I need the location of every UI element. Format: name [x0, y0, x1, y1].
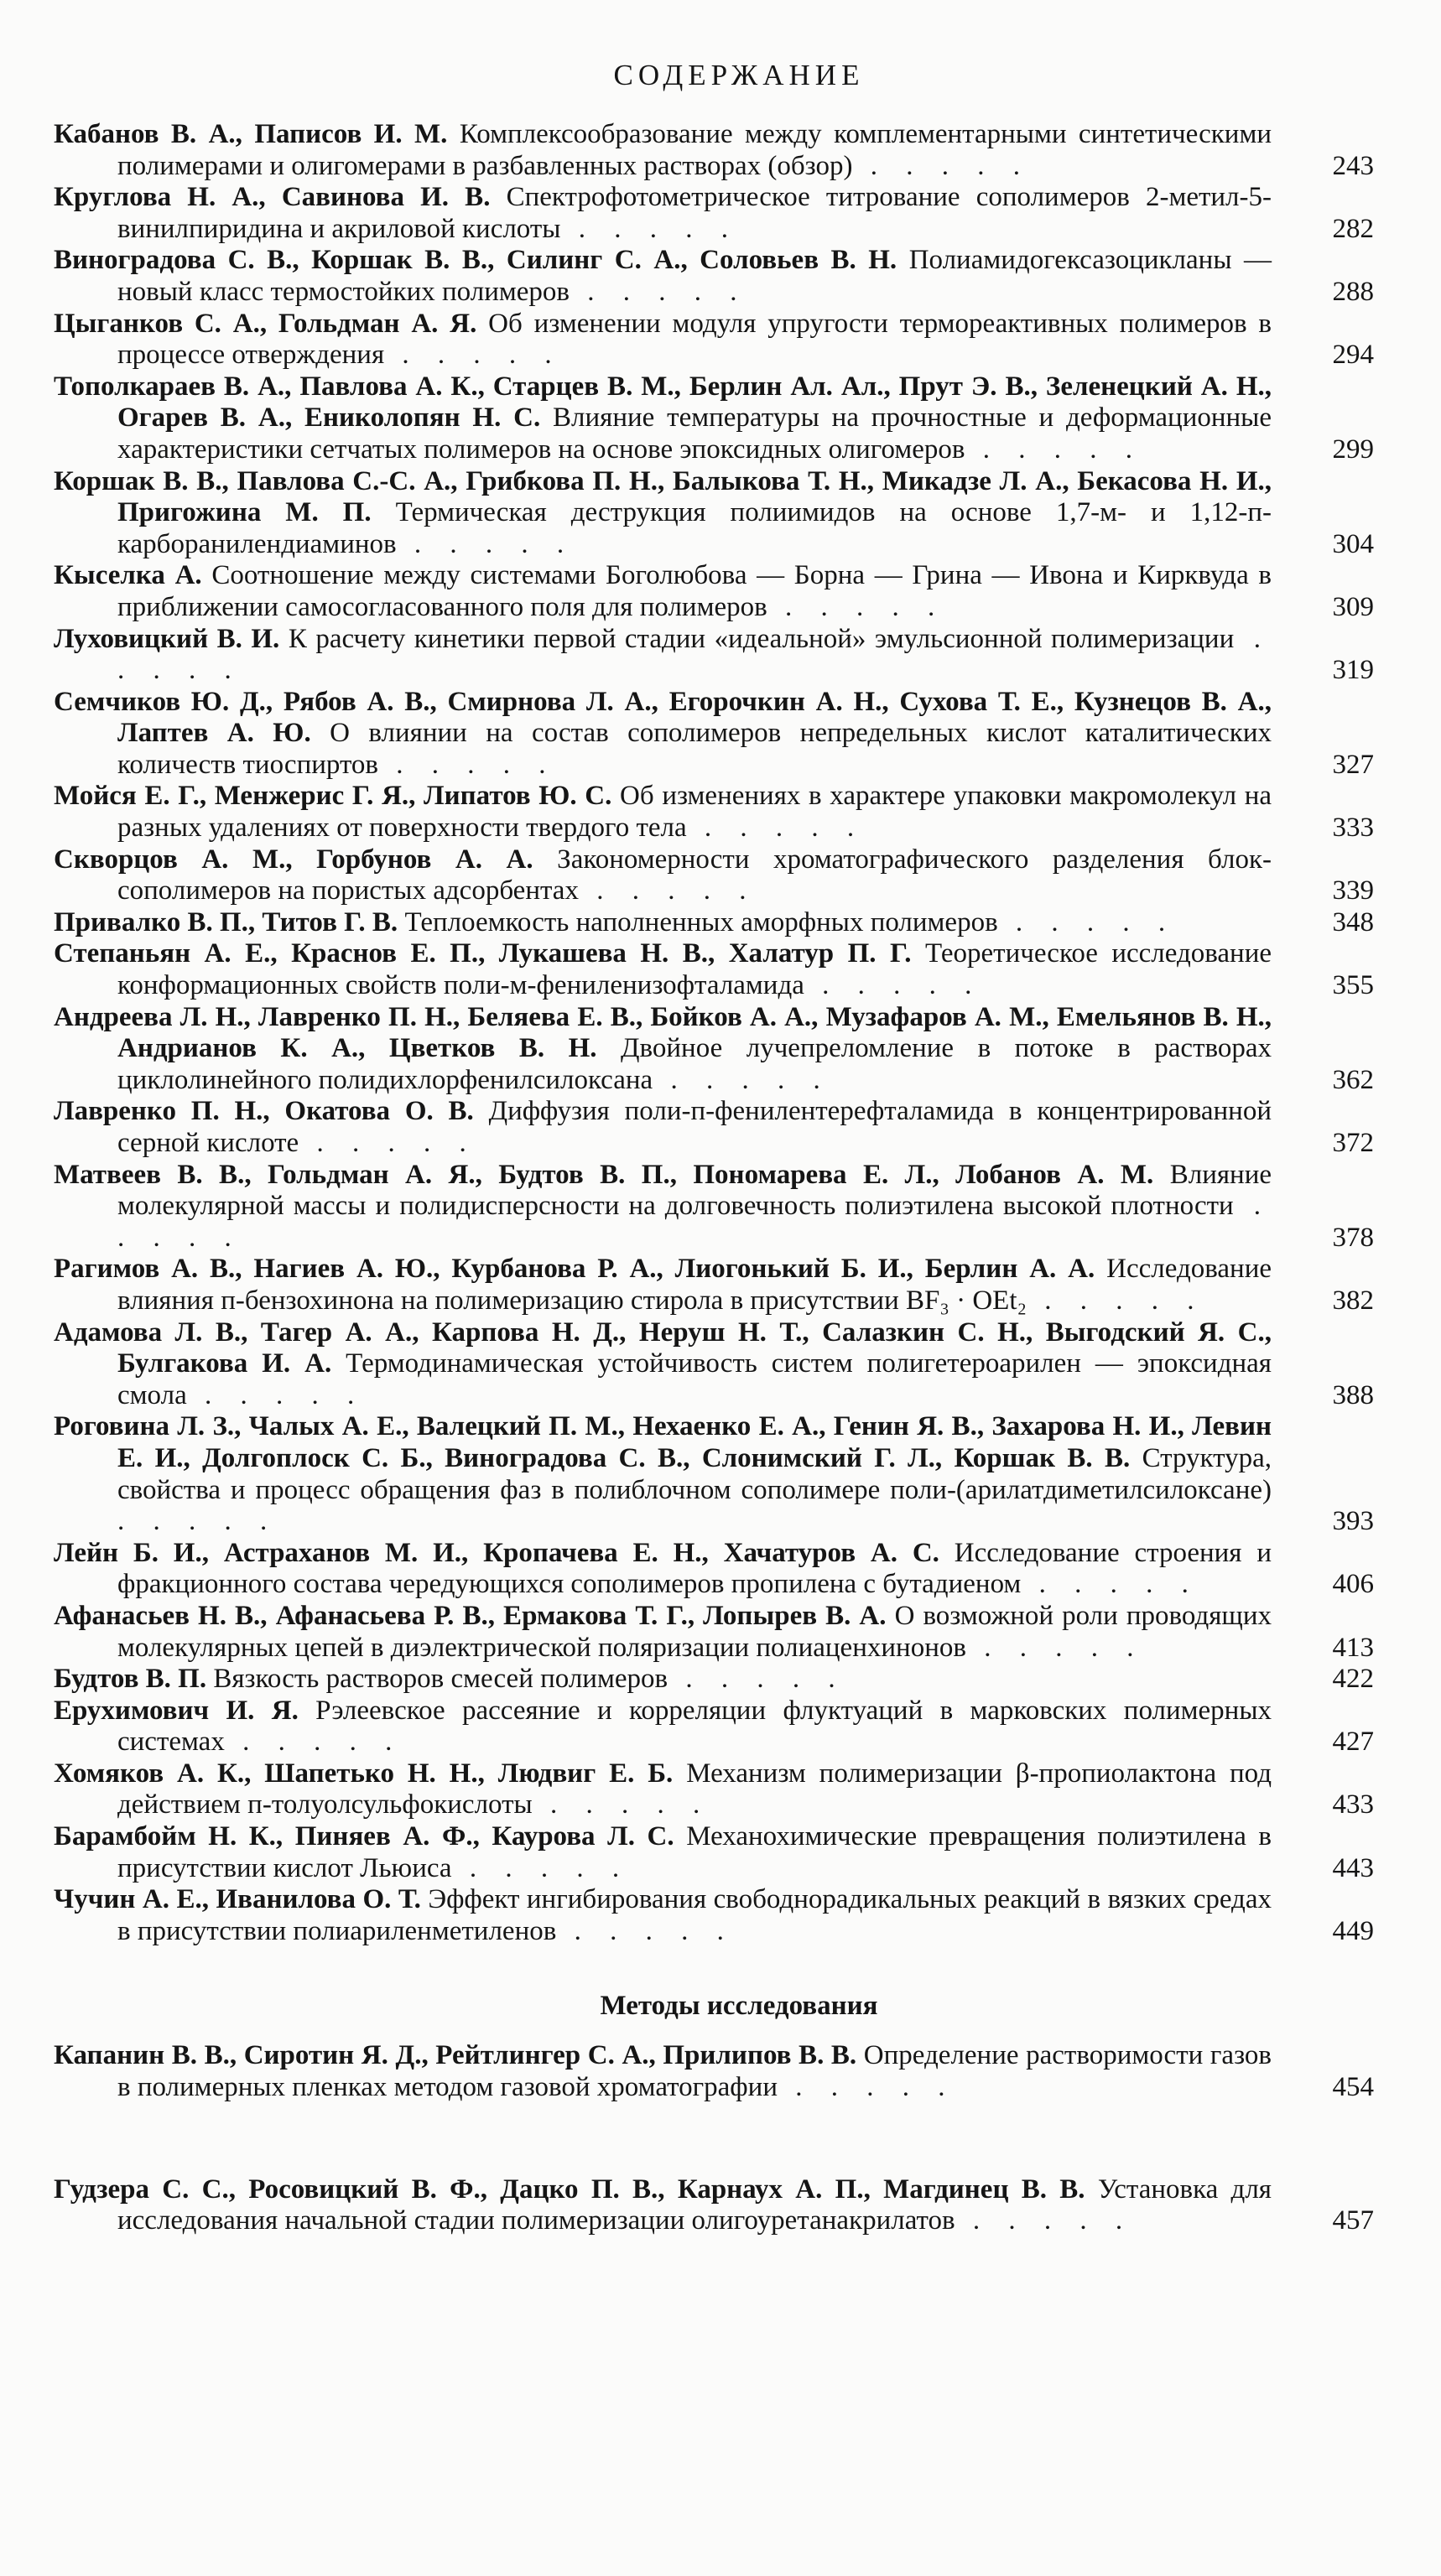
dot-leader: . . . . .	[955, 2205, 1134, 2236]
dot-leader: . . . . .	[224, 1727, 403, 1758]
entry-title: О влиянии на состав сополимеров непредельных кислот каталитических количеств тиоспиртов	[117, 718, 1272, 780]
dot-leader: . . . . .	[384, 340, 563, 371]
toc-entry[interactable]	[54, 1884, 1374, 1947]
toc-entry-body	[54, 2174, 1374, 2237]
toc-entry-body	[54, 466, 1374, 561]
entry-title: Комплексообразование между комплементарными синтетическими полимерами и олигомерами в разбавленных растворах (обзор)	[117, 119, 1272, 181]
entry-title: Двойное лучепреломление в потоке в растворах циклолинейного полидихлорфенилсилоксана	[117, 1033, 1272, 1095]
toc-entry[interactable]	[54, 781, 1374, 844]
page-number: 282	[1332, 213, 1374, 244]
toc-entry-text	[54, 624, 1272, 687]
dot-leader: . . . . .	[1021, 1569, 1199, 1600]
entry-authors: Кыселка А.	[54, 560, 202, 591]
entry-title: Об изменениях в характере упаковки макромолекул на разных удалениях от поверхности твердого тела	[117, 781, 1272, 844]
page-number: 454	[1332, 2072, 1374, 2103]
page-number: 388	[1332, 1379, 1374, 1410]
toc-entry-body	[54, 182, 1374, 245]
entry-title: Влияние молекулярной массы и полидисперсности на долговечность полиэтилена высокой плотности	[117, 1159, 1272, 1222]
dot-leader: . . . . .	[396, 528, 575, 559]
entry-authors: Скворцов А. М., Горбунов А. А.	[54, 844, 533, 875]
dot-leader: . . . . .	[1027, 1285, 1205, 1316]
toc-entry-body	[54, 371, 1374, 466]
toc-entry[interactable]	[54, 309, 1374, 371]
entry-title: Механохимические превращения полиэтилена в присутствии кислот Льюиса	[117, 1821, 1272, 1883]
entry-title: Термическая деструкция полиимидов на основе 1,7-м- и 1,12-п-карборанилендиаминов	[117, 497, 1272, 559]
dot-leader: . . . . .	[965, 1632, 1145, 1663]
toc-entry-text	[54, 907, 1272, 939]
toc-entry-body	[54, 1160, 1374, 1254]
entry-authors: Гудзера С. С., Росовицкий В. Ф., Дацко П. В., Карнаух А. П., Магдинец В. В.	[54, 2174, 1085, 2205]
entry-authors: Ерухимович И. Я.	[54, 1695, 299, 1726]
dot-leader: . . . . .	[852, 150, 1032, 181]
toc-entry[interactable]	[54, 1601, 1374, 1664]
methods-entries	[54, 2040, 1374, 2236]
page-number: 299	[1332, 434, 1374, 465]
toc-entry-text	[54, 466, 1272, 561]
dot-leader: . . . . .	[570, 276, 748, 307]
toc-entry-body	[54, 781, 1374, 844]
toc-entry-body	[54, 245, 1374, 308]
entry-authors: Андреева Л. Н., Лавренко П. Н., Беляева Е. В., Бойков А. А., Музафаров А. М., Емельянов В. Н., Андрианов К. А., Цветков В. Н.	[54, 1001, 1272, 1064]
section-heading: Методы исследования	[600, 1991, 878, 2022]
toc-entry-text	[54, 1538, 1272, 1601]
toc-entry-text	[54, 1821, 1272, 1884]
toc-entry-text	[54, 1758, 1272, 1821]
toc-entry-body	[54, 1601, 1374, 1664]
dot-leader: . . . . .	[997, 906, 1177, 937]
toc-entry[interactable]	[54, 624, 1374, 687]
dot-leader: . . . . .	[578, 875, 757, 906]
toc-entry[interactable]	[54, 1411, 1374, 1537]
toc-entry[interactable]	[54, 2174, 1374, 2237]
dot-leader: . . . . .	[686, 813, 866, 844]
toc-entry-text	[54, 2174, 1272, 2237]
entry-title: Теплоемкость наполненных аморфных полимеров	[404, 906, 998, 937]
toc-entry-body	[54, 1002, 1374, 1097]
entry-spacer	[54, 2104, 1374, 2174]
entry-authors: Семчиков Ю. Д., Рябов А. В., Смирнова Л. А., Егорочкин А. Н., Сухова Т. Е., Кузнецов В. А., Лаптев А. Ю.	[54, 686, 1272, 749]
page-number: 378	[1332, 1222, 1374, 1253]
entry-title: Спектрофотометрическое титрование сополимеров 2-метил-5-винилпиридина и акриловой кислоты	[117, 182, 1272, 244]
page-number: 362	[1332, 1064, 1374, 1095]
page-heading: СОДЕРЖАНИЕ	[613, 59, 865, 91]
entry-title: Теоретическое исследование конформационных свойств поли-м-фениленизофталамида	[117, 938, 1272, 1001]
toc-entry-body	[54, 1821, 1374, 1884]
toc-entry-body	[54, 1696, 1374, 1758]
toc-entry-body	[54, 938, 1374, 1001]
toc-entry[interactable]	[54, 938, 1374, 1001]
toc-entry-text	[54, 1254, 1272, 1317]
page-number: 406	[1332, 1569, 1374, 1600]
toc-entry[interactable]	[54, 1821, 1374, 1884]
dot-leader: . . . . .	[117, 1506, 278, 1537]
dot-leader: . . . . .	[532, 1789, 711, 1820]
entry-title: Механизм полимеризации β-пропиолактона под действием п-толуолсульфокислоты	[117, 1758, 1272, 1820]
toc-entry-text	[54, 371, 1272, 466]
entry-title: О возможной роли проводящих молекулярных цепей в диэлектрической поляризации полиаценхинонов	[117, 1600, 1272, 1663]
toc-entry[interactable]	[54, 466, 1374, 561]
page-number: 393	[1332, 1506, 1374, 1537]
toc-entry-body	[54, 1096, 1374, 1159]
entry-title: Соотношение между системами Боголюбова — Борна — Грина — Ивона и Кирквуда в приближении самосогласованного поля для полимеров	[117, 560, 1272, 622]
toc-entry[interactable]	[54, 687, 1374, 782]
entry-title: Термодинамическая устойчивость систем полигетероарилен — эпоксидная смола	[117, 1348, 1272, 1410]
page-number: 339	[1332, 875, 1374, 906]
entry-title: Закономерности хроматографического разделения блок-сополимеров на пористых адсорбентах	[117, 844, 1272, 906]
toc-entry[interactable]	[54, 1096, 1374, 1159]
toc-entry[interactable]	[54, 119, 1374, 182]
toc-entry[interactable]	[54, 1254, 1374, 1317]
toc-entry[interactable]	[54, 1002, 1374, 1097]
dot-leader: . . . . .	[965, 434, 1143, 465]
entry-authors: Мойся Е. Г., Менжерис Г. Я., Липатов Ю. С.	[54, 781, 612, 812]
dot-leader: . . . . .	[767, 591, 946, 622]
page-number: 309	[1332, 591, 1374, 622]
entry-title: Рэлеевское рассеяние и корреляции флуктуаций в марковских полимерных системах	[117, 1695, 1272, 1758]
toc-entry[interactable]	[54, 1696, 1374, 1758]
entry-authors: Круглова Н. А., Савинова И. В.	[54, 182, 491, 213]
entry-authors: Хомяков А. К., Шапетько Н. Н., Людвиг Е. Б.	[54, 1758, 674, 1789]
entry-title: Исследование влияния п-бензохинона на полимеризацию стирола в присутствии BF₃ · OEt₂	[117, 1254, 1272, 1316]
entry-authors: Цыганков С. А., Гольдман А. Я.	[54, 308, 477, 339]
toc-entry-body	[54, 1538, 1374, 1601]
entry-authors: Виноградова С. В., Коршак В. В., Силинг С. А., Соловьев В. Н.	[54, 245, 897, 276]
toc-entry-text	[54, 2040, 1272, 2103]
toc-entry[interactable]	[54, 560, 1374, 623]
entry-title: Исследование строения и фракционного состава чередующихся сополимеров пропилена с бутадиеном	[117, 1537, 1272, 1600]
toc-entry-body	[54, 1254, 1374, 1317]
toc-entry-text	[54, 182, 1272, 245]
toc-entry-body	[54, 2040, 1374, 2103]
dot-leader: . . . . .	[299, 1128, 477, 1158]
page-number: 372	[1332, 1128, 1374, 1158]
entry-title: Об изменении модуля упругости термореактивных полимеров в процессе отверждения	[117, 308, 1272, 371]
page-number: 382	[1332, 1285, 1374, 1316]
page-number: 288	[1332, 276, 1374, 307]
entry-authors: Тополкараев В. А., Павлова А. К., Старцев В. М., Берлин Ал. Ал., Прут Э. В., Зеленецкий А. Н., Огарев В. А., Ениколопян Н. С.	[54, 371, 1272, 434]
toc-entry-text	[54, 309, 1272, 371]
toc-entry-body	[54, 1411, 1374, 1537]
entry-title: К расчету кинетики первой стадии «идеальной» эмульсионной полимеризации	[288, 623, 1235, 654]
page-number: 304	[1332, 528, 1374, 559]
page-number: 243	[1332, 150, 1374, 181]
entry-authors: Привалко В. П., Титов Г. В.	[54, 906, 398, 937]
page-number: 443	[1332, 1852, 1374, 1883]
toc-entry-body	[54, 1664, 1374, 1696]
entry-authors: Луховицкий В. И.	[54, 623, 280, 654]
entry-title: Эффект ингибирования свободнорадикальных реакций в вязких средах в присутствии полиариленметиленов	[117, 1884, 1272, 1946]
toc-entry[interactable]	[54, 245, 1374, 308]
toc-entry-text	[54, 1317, 1272, 1412]
toc-entry[interactable]	[54, 1538, 1374, 1601]
entry-title: Диффузия поли-п-фенилентерефталамида в концентрированной серной кислоте	[117, 1096, 1272, 1158]
dot-leader: . . . . .	[117, 623, 1272, 686]
page-number: 433	[1332, 1789, 1374, 1820]
toc-entry[interactable]	[54, 907, 1374, 939]
toc-entry-text	[54, 1002, 1272, 1097]
toc-entry[interactable]	[54, 1160, 1374, 1254]
toc-entry-text	[54, 781, 1272, 844]
page-number: 319	[1332, 655, 1374, 686]
toc-entry-text	[54, 245, 1272, 308]
entry-authors: Матвеев В. В., Гольдман А. Я., Будтов В. П., Пономарева Е. Л., Лобанов А. М.	[54, 1159, 1154, 1190]
entry-authors: Афанасьев Н. В., Афанасьева Р. В., Ермакова Т. Г., Лопырев В. А.	[54, 1600, 887, 1631]
page-number: 327	[1332, 749, 1374, 780]
toc-entry[interactable]	[54, 1317, 1374, 1412]
entry-authors: Барамбойм Н. К., Пиняев А. Ф., Каурова Л. С.	[54, 1821, 674, 1852]
page-number: 294	[1332, 340, 1374, 371]
toc-entry-text	[54, 1096, 1272, 1159]
page-number: 355	[1332, 970, 1374, 1001]
toc-entry-body	[54, 624, 1374, 687]
entry-authors: Кабанов В. А., Паписов И. М.	[54, 119, 448, 149]
entry-title: Влияние температуры на прочностные и деформационные характеристики сетчатых полимеров на основе эпоксидных олигомеров	[117, 402, 1272, 465]
dot-leader: . . . . .	[378, 749, 557, 780]
entry-title: Определение растворимости газов в полимерных пленках методом газовой хроматографии	[117, 2040, 1272, 2103]
page-number: 413	[1332, 1632, 1374, 1663]
toc-entry-body	[54, 309, 1374, 371]
toc-entry-text	[54, 1884, 1272, 1947]
entry-authors: Степаньян А. Е., Краснов Е. П., Лукашева Н. В., Халатур П. Г.	[54, 938, 912, 969]
toc-entry-text	[54, 1411, 1272, 1537]
entry-authors: Капанин В. В., Сиротин Я. Д., Рейтлингер С. А., Прилипов В. В.	[54, 2040, 857, 2071]
entry-authors: Роговина Л. З., Чалых А. Е., Валецкий П. М., Нехаенко Е. А., Генин Я. В., Захарова Н. И., Левин Е. И., Долгоплоск С. Б., Виноградова С. В., Слонимский Г. Л., Коршак В. В.	[54, 1411, 1272, 1473]
entry-title: Полиамидогексазоцикланы — новый класс термостойких полимеров	[117, 245, 1272, 307]
toc-entry-text	[54, 687, 1272, 782]
toc-entry-body	[54, 907, 1374, 939]
page-number: 449	[1332, 1915, 1374, 1946]
dot-leader: . . . . .	[653, 1064, 831, 1095]
dot-leader: . . . . .	[186, 1379, 366, 1410]
dot-leader: . . . . .	[804, 970, 983, 1001]
toc-entry-body	[54, 1758, 1374, 1821]
entry-authors: Лейн Б. И., Астраханов М. И., Кропачева Е. Н., Хачатуров А. С.	[54, 1537, 939, 1568]
entry-authors: Лавренко П. Н., Окатова О. В.	[54, 1096, 474, 1127]
entry-authors: Коршак В. В., Павлова С.-С. А., Грибкова П. Н., Балыкова Т. Н., Микадзе Л. А., Бекасова Н. И., Пригожина М. П.	[54, 465, 1272, 528]
toc-entry-body	[54, 687, 1374, 782]
toc-entry-text	[54, 1696, 1272, 1758]
page-number: 422	[1332, 1664, 1374, 1695]
toc-entry-body	[54, 560, 1374, 623]
toc-entry-body	[54, 844, 1374, 907]
toc-entry[interactable]	[54, 1664, 1374, 1696]
toc-entry-text	[54, 938, 1272, 1001]
toc-entry-body	[54, 1884, 1374, 1947]
page-number: 457	[1332, 2205, 1374, 2236]
entry-title: Установка для исследования начальной стадии полимеризации олигоуретанакрилатов	[117, 2174, 1272, 2236]
toc-entry-text	[54, 1160, 1272, 1254]
entry-authors: Адамова Л. В., Тагер А. А., Карпова Н. Д., Неруш Н. Т., Салазкин С. Н., Выгодский Я. С., Булгакова И. А.	[54, 1317, 1272, 1379]
page-number: 333	[1332, 813, 1374, 844]
toc-entry[interactable]	[54, 2040, 1374, 2103]
toc-entry[interactable]	[54, 1758, 1374, 1821]
page-number: 348	[1332, 906, 1374, 937]
dot-leader: . . . . .	[117, 1191, 1272, 1253]
toc-entry-text	[54, 1664, 1272, 1696]
toc-entry[interactable]	[54, 182, 1374, 245]
entry-title: Структура, свойства и процесс обращения фаз в полиблочном сополимере поли-(арилатдиметилсилоксане)	[117, 1442, 1272, 1505]
dot-leader: . . . . .	[668, 1664, 846, 1695]
entry-authors: Будтов В. П.	[54, 1664, 207, 1695]
toc-entry-text	[54, 560, 1272, 623]
dot-leader: . . . . .	[451, 1852, 631, 1883]
toc-entry[interactable]	[54, 371, 1374, 466]
entry-title: Вязкость растворов смесей полимеров	[213, 1664, 668, 1695]
entry-authors: Чучин А. Е., Иванилова О. Т.	[54, 1884, 421, 1915]
page-number: 427	[1332, 1727, 1374, 1758]
toc-entry-text	[54, 119, 1272, 182]
toc-entries	[54, 119, 1374, 1947]
toc-entry-body	[54, 119, 1374, 182]
toc-entry-body	[54, 1317, 1374, 1412]
dot-leader: . . . . .	[560, 213, 739, 244]
dot-leader: . . . . .	[778, 2072, 956, 2103]
entry-authors: Рагимов А. В., Нагиев А. Ю., Курбанова Р. А., Лиогонький Б. И., Берлин А. А.	[54, 1254, 1095, 1285]
toc-entry[interactable]	[54, 844, 1374, 907]
dot-leader: . . . . .	[556, 1915, 735, 1946]
toc-entry-text	[54, 1601, 1272, 1664]
toc-entry-text	[54, 844, 1272, 907]
